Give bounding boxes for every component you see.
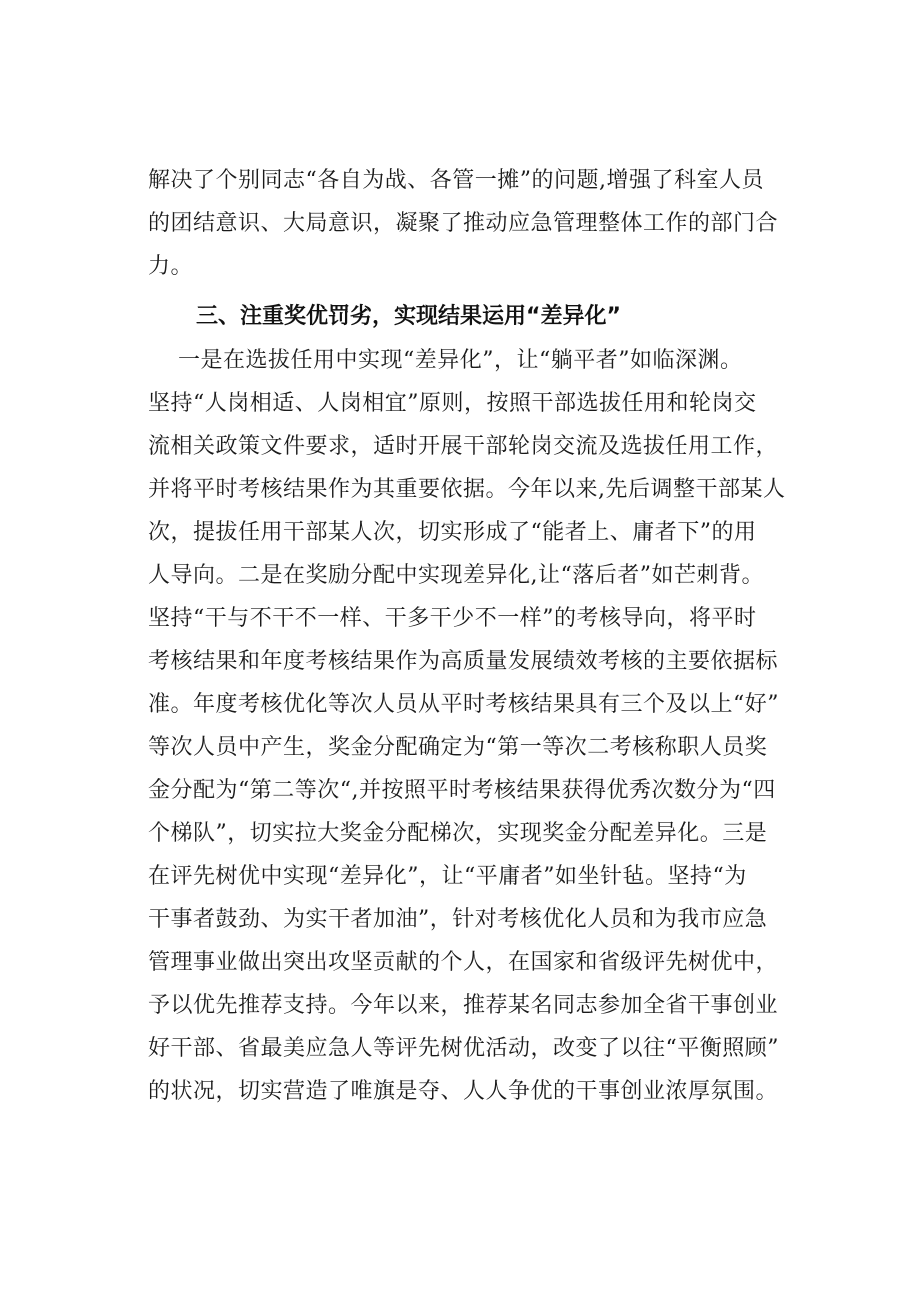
text-line: 考核结果和年度考核结果作为高质量发展绩效考核的主要依据标 <box>148 649 779 674</box>
text-line: 个梯队”，切实拉大奖金分配梯次，实现奖金分配差异化。三是 <box>148 821 768 846</box>
text-line: 在评先树优中实现“差异化”，让“平庸者”如坐针毡。坚持“为 <box>148 864 747 889</box>
section-heading: 三、注重奖优罚劣，实现结果运用“差异化” <box>196 304 621 329</box>
text-line: 等次人员中产生，奖金分配确定为“第一等次二考核称职人员奖 <box>148 735 768 760</box>
text-line: 予以优先推荐支持。今年以来，推荐某名同志参加全省干事创业 <box>148 993 779 1018</box>
text-line: 次，提拔任用干部某人次，切实形成了“能者上、庸者下”的用 <box>148 520 757 545</box>
text-line: 的团结意识、大局意识，凝聚了推动应急管理整体工作的部门合 <box>148 211 779 236</box>
text-line: 干事者鼓劲、为实干者加油”，针对考核优化人员和为我市应急 <box>148 907 768 932</box>
text-line: 力。 <box>148 254 194 279</box>
text-line: 一是在选拔任用中实现“差异化”，让“躺平者”如临深渊。 <box>148 348 743 373</box>
text-line: 坚持“干与不干不一样、干多干少不一样”的考核导向，将平时 <box>148 606 757 631</box>
text-line: 流相关政策文件要求，适时开展干部轮岗交流及选拔任用工作， <box>148 434 779 459</box>
text-line: 准。年度考核优化等次人员从平时考核结果具有三个及以上“好” <box>148 692 779 717</box>
text-line: 好干部、省最美应急人等评先树优活动，改变了以往“平衡照顾” <box>148 1036 779 1061</box>
text-line: 坚持“人岗相适、人岗相宜”原则，按照干部选拔任用和轮岗交 <box>148 391 757 416</box>
text-line: 管理事业做出突出攻坚贡献的个人，在国家和省级评先树优中， <box>148 950 779 975</box>
text-line: 人导向。二是在奖励分配中实现差异化,让“落后者”如芒刺背。 <box>148 563 764 588</box>
text-line: 并将平时考核结果作为其重要依据。今年以来,先后调整干部某人 <box>148 477 786 502</box>
text-line: 解决了个别同志“各自为战、各管一摊”的问题,增强了科室人员 <box>148 168 764 193</box>
text-line: 的状况，切实营造了唯旗是夺、人人争优的干事创业浓厚氛围。 <box>148 1079 779 1104</box>
text-line: 金分配为“第二等次“,并按照平时考核结果获得优秀次数分为“四 <box>148 778 776 803</box>
